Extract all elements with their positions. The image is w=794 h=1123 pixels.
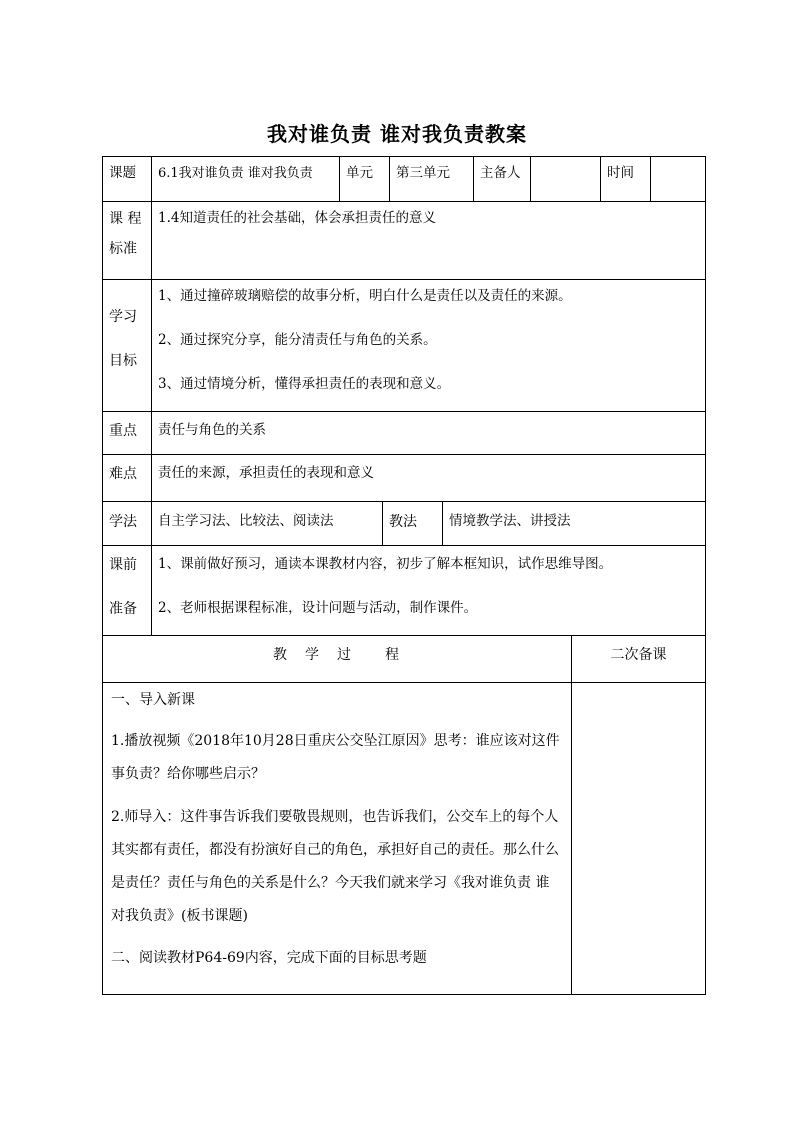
lesson-label: 课题 <box>109 165 136 181</box>
process-section-2: 二、阅读教材P64-69内容，完成下面的目标思考题 <box>111 950 427 966</box>
preparation-item: 2、老师根据课程标准，设计问题与活动，制作课件。 <box>158 600 478 616</box>
preparation-label-line2: 准备 <box>109 601 137 617</box>
objectives-row <box>102 279 706 411</box>
objective-item: 2、通过探究分享，能分清责任与角色的关系。 <box>158 332 437 348</box>
methods-row <box>102 501 706 545</box>
lesson-value: 6.1我对谁负责 谁对我负责 <box>158 166 313 181</box>
learn-method-label: 学法 <box>109 514 137 530</box>
process-content-row <box>102 682 706 995</box>
teach-method-value: 情境教学法、讲授法 <box>449 513 571 529</box>
difficulty-text: 责任的来源，承担责任的表现和意义 <box>158 465 374 481</box>
objectives-label-line2: 目标 <box>109 353 137 369</box>
standard-row <box>102 201 706 279</box>
unit-label: 单元 <box>346 165 373 181</box>
preparation-row <box>102 545 706 635</box>
standard-text: 1.4知道责任的社会基础，体会承担责任的意义 <box>158 210 436 226</box>
second-prep-column <box>571 683 705 994</box>
objective-item: 1、通过撞碎玻璃赔偿的故事分析，明白什么是责任以及责任的来源。 <box>158 288 572 304</box>
standard-label-line1: 课 程 <box>109 211 142 227</box>
lesson-plan-table <box>102 156 706 995</box>
difficulty-row <box>102 454 706 501</box>
preparer-label: 主备人 <box>480 165 521 181</box>
teach-method-label: 教法 <box>389 514 417 530</box>
process-header-title: 教 学 过 程 <box>273 647 401 663</box>
page-title: 我对谁负责 谁对我负责教案 <box>267 122 527 146</box>
preparation-item: 1、课前做好预习，通读本课教材内容，初步了解本框知识，试作思维导图。 <box>158 556 613 572</box>
preparation-label-line1: 课前 <box>109 557 137 573</box>
second-prep-header: 二次备课 <box>610 647 667 663</box>
objective-item: 3、通过情境分析，懂得承担责任的表现和意义。 <box>158 376 451 392</box>
unit-value: 第三单元 <box>396 165 450 181</box>
process-paragraph-1: 1.播放视频《2018年10月28日重庆公交坠江原因》思考：谁应该对这件事负责？给你哪些启示？ <box>111 733 560 782</box>
key-point-row <box>102 411 706 454</box>
process-header-row <box>102 635 706 682</box>
process-paragraph-2: 2.师导入：这件事告诉我们要敬畏规则，也告诉我们，公交车上的每个人其实都有责任，都没有扮演好自己的角色，承担好自己的责任。那么什么是责任？责任与角色的关系是什么？今天我们就来学习《我对谁负责 谁对我负责》(板书课题) <box>111 809 559 924</box>
header-row <box>102 156 706 201</box>
difficulty-label: 难点 <box>109 466 137 482</box>
standard-label-line2: 标准 <box>109 241 137 257</box>
process-section-1: 一、导入新课 <box>111 692 195 708</box>
objectives-label-line1: 学习 <box>109 309 137 325</box>
key-point-label: 重点 <box>109 423 137 439</box>
learn-method-value: 自主学习法、比较法、阅读法 <box>158 513 334 529</box>
time-label: 时间 <box>607 165 634 181</box>
key-point-text: 责任与角色的关系 <box>158 422 266 438</box>
